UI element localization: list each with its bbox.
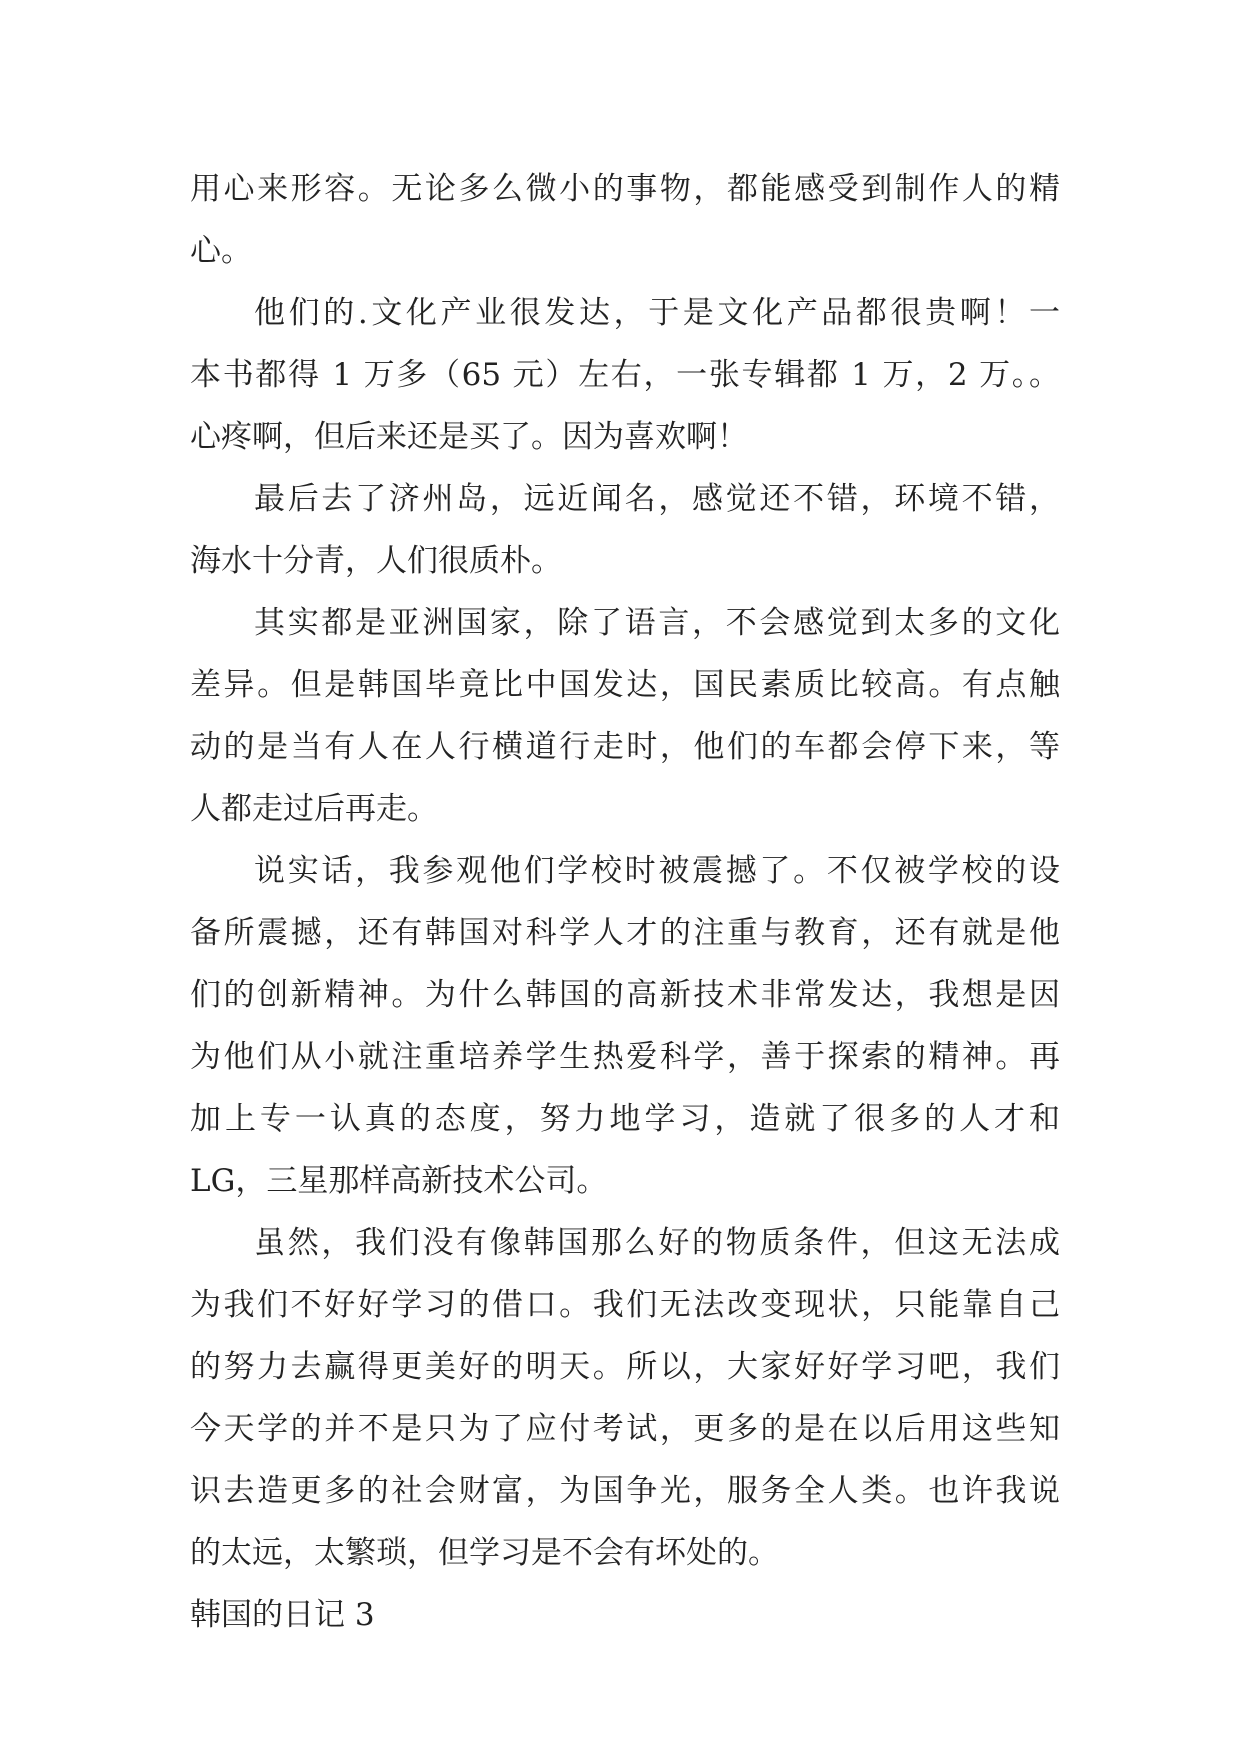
document-body (190, 158, 1060, 1646)
text-line: 今天学的并不是只为了应付考试，更多的是在以后用这些知 (190, 1411, 1060, 1447)
text-line: 差异。但是韩国毕竟比中国发达，国民素质比较高。有点触 (190, 667, 1060, 703)
text-line: 心疼啊，但后来还是买了。因为喜欢啊！ (190, 419, 748, 455)
paragraph-start-line: 虽然，我们没有像韩国那么好的物质条件，但这无法成 (254, 1225, 1060, 1261)
text-line: 心。 (190, 233, 252, 269)
paragraph-start-line: 他们的.文化产业很发达，于是文化产品都很贵啊！一 (254, 295, 1060, 331)
paragraph-start-line: 最后去了济州岛，远近闻名，感觉还不错，环境不错， (254, 481, 1060, 517)
text-line: 海水十分青，人们很质朴。 (190, 543, 562, 579)
text-line: 本书都得 1 万多（65 元）左右，一张专辑都 1 万，2 万。。 (190, 357, 1060, 393)
text-line: 们的创新精神。为什么韩国的高新技术非常发达，我想是因 (190, 977, 1060, 1013)
text-line: 动的是当有人在人行横道行走时，他们的车都会停下来，等 (190, 729, 1060, 765)
text-line: 为我们不好好学习的借口。我们无法改变现状，只能靠自己 (190, 1287, 1060, 1323)
text-line: LG，三星那样高新技术公司。 (190, 1163, 608, 1199)
text-line: 人都走过后再走。 (190, 791, 438, 827)
paragraph-start-line: 其实都是亚洲国家，除了语言，不会感觉到太多的文化 (254, 605, 1060, 641)
text-line: 的太远，太繁琐，但学习是不会有坏处的。 (190, 1535, 779, 1571)
paragraph-start-line: 说实话，我参观他们学校时被震撼了。不仅被学校的设 (254, 853, 1060, 889)
text-line: 为他们从小就注重培养学生热爱科学，善于探索的精神。再 (190, 1039, 1060, 1075)
text-line: 加上专一认真的态度，努力地学习，造就了很多的人才和 (190, 1101, 1060, 1137)
section-heading: 韩国的日记 3 (190, 1597, 375, 1633)
text-line: 备所震撼，还有韩国对科学人才的注重与教育，还有就是他 (190, 915, 1060, 951)
text-line: 的努力去赢得更美好的明天。所以，大家好好学习吧，我们 (190, 1349, 1060, 1385)
text-line: 识去造更多的社会财富，为国争光，服务全人类。也许我说 (190, 1473, 1060, 1509)
text-line: 用心来形容。无论多么微小的事物，都能感受到制作人的精 (190, 171, 1060, 207)
